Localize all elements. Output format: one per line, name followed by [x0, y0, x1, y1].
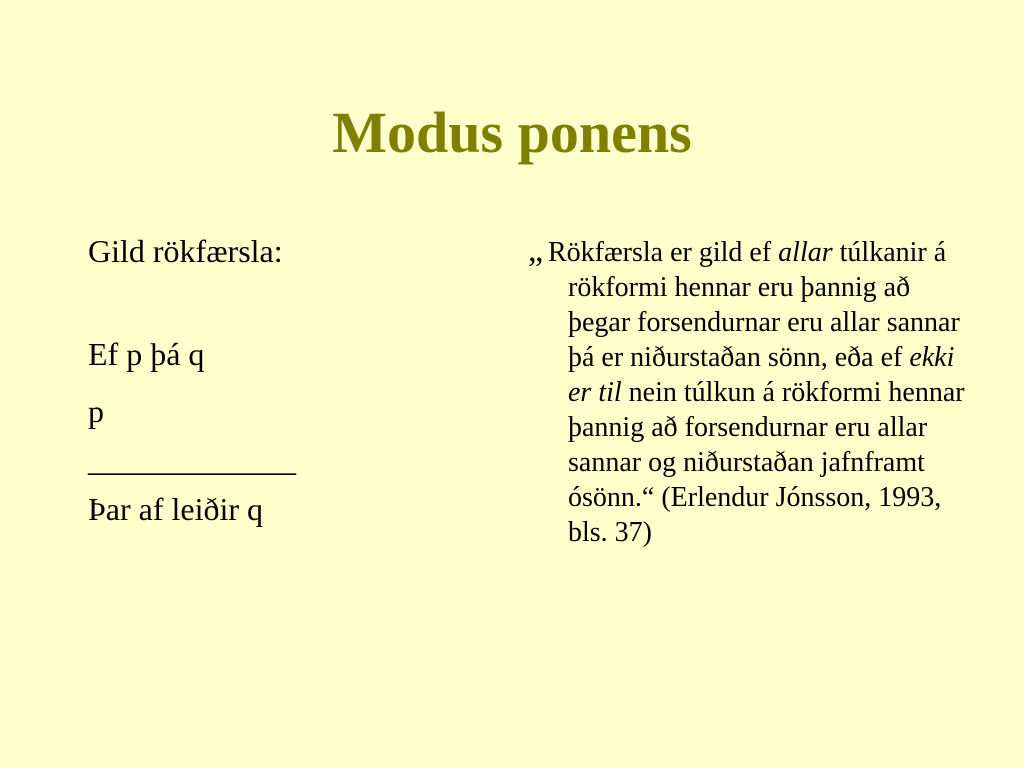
argument-heading: Gild rökfærsla: [88, 233, 283, 269]
quote-citation: (Erlendur Jónsson, 1993, bls. 37) [568, 482, 942, 548]
conclusion: Þar af leiðir q [88, 490, 264, 527]
definition-quote [528, 233, 968, 550]
quote-emphasis-allar: allar [778, 237, 833, 268]
quote-emphasis-ekki-er-til: ekki er til [568, 342, 955, 408]
quote-open-mark: „ [528, 232, 544, 269]
quote-text-2: túlkanir á rökformi hennar eru þannig að þegar forsendurnar eru allar sannar þá er niðurstaðan sönn, eða ef [568, 237, 960, 373]
slide-title: Modus ponens [332, 100, 692, 165]
argument-divider: _____________ [88, 442, 296, 479]
quote-text-1: Rökfærsla er gild ef [548, 237, 779, 268]
argument-form [88, 232, 508, 528]
quote-text-3: nein túlkun á rökformi hennar þannig að forsendurnar eru allar sannar og niðurstaðan jafnframt ósönn.“ [568, 377, 965, 513]
premise-2: p [88, 392, 104, 429]
premise-1: Ef p þá q [88, 336, 205, 373]
quote-paragraph [528, 233, 968, 550]
